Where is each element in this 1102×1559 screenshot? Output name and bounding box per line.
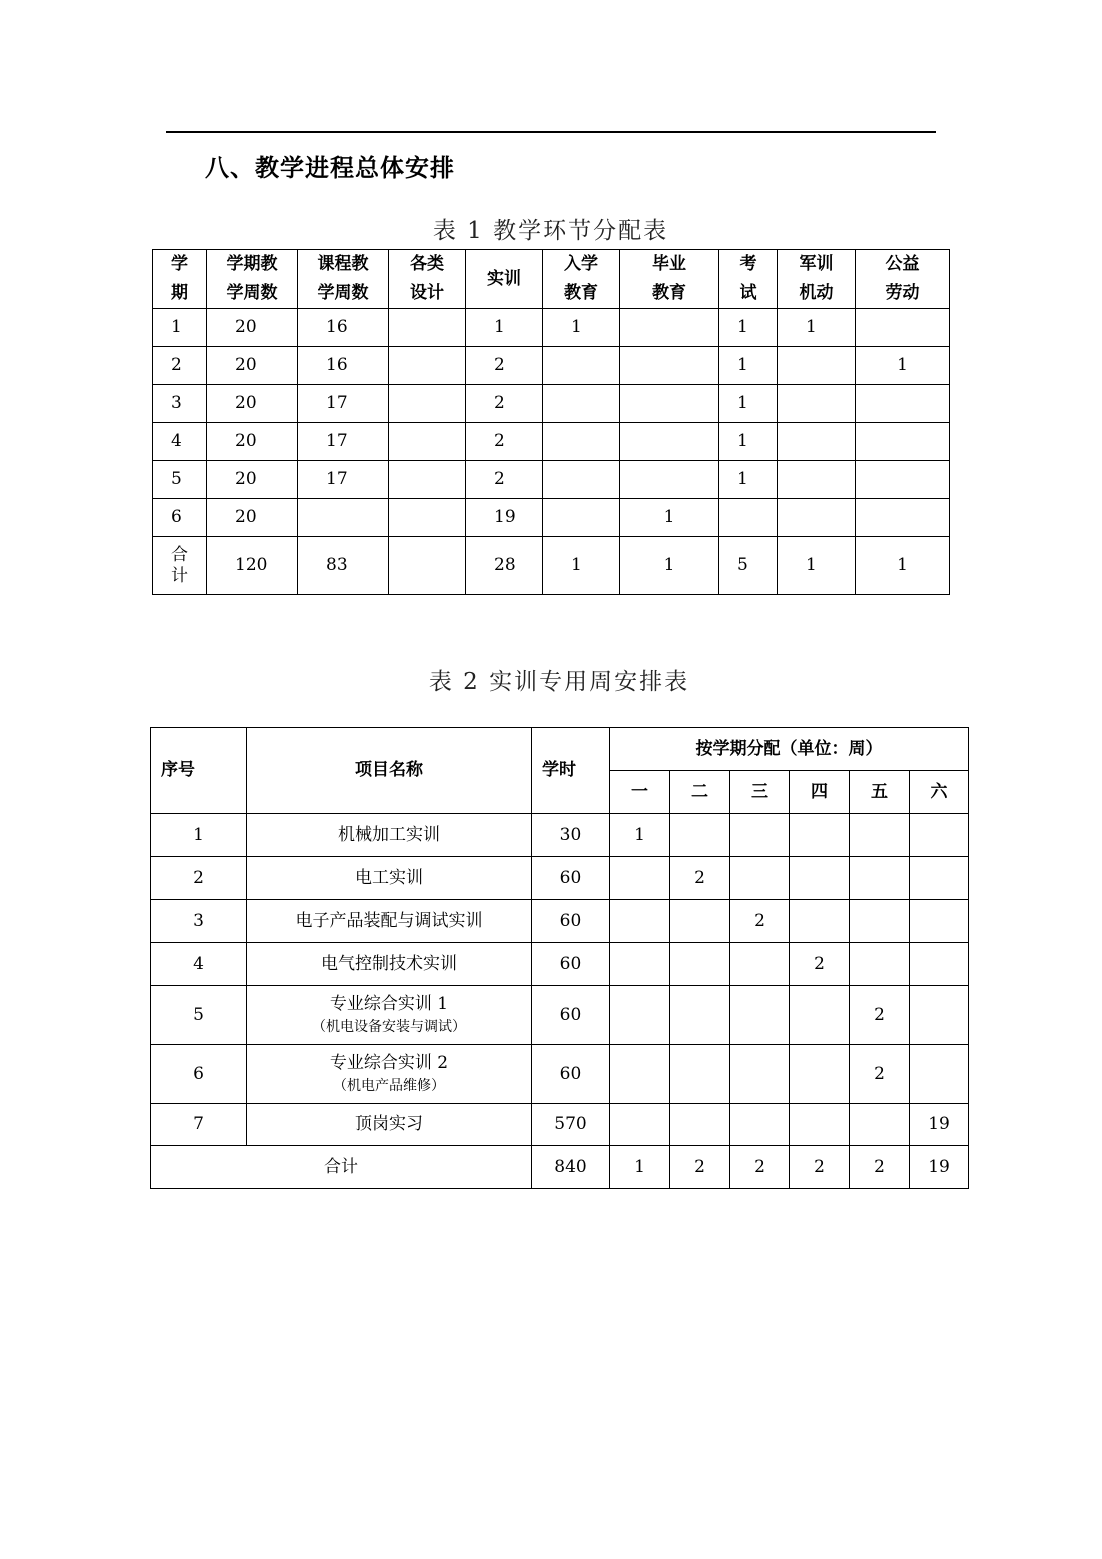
table-cell	[543, 423, 620, 461]
table-cell: 60	[532, 986, 610, 1045]
table1-total-row	[153, 537, 950, 595]
table-cell: 2	[151, 857, 247, 900]
table-cell: 1	[719, 423, 778, 461]
table-cell	[850, 814, 910, 857]
table-cell	[670, 1104, 730, 1146]
table-cell: 1	[719, 385, 778, 423]
table1-header-cell: 实训	[466, 250, 543, 309]
table-cell: 20	[207, 309, 298, 347]
table-cell: 5	[153, 461, 207, 499]
project-name-cell: 专业综合实训 2 （机电产品维修）	[247, 1045, 532, 1104]
table-cell	[778, 347, 856, 385]
table-cell: 120	[207, 537, 298, 595]
table-cell: 30	[532, 814, 610, 857]
table1-header-cell: 学 期	[153, 250, 207, 309]
table-cell: 20	[207, 385, 298, 423]
table-cell: 1	[543, 537, 620, 595]
table-cell	[730, 814, 790, 857]
project-name-cell: 专业综合实训 1 （机电设备安装与调试）	[247, 986, 532, 1045]
table-row	[151, 1104, 969, 1146]
term-header: 一	[610, 771, 670, 814]
table-cell: 1	[856, 537, 950, 595]
table-cell	[389, 423, 466, 461]
table-cell	[910, 943, 969, 986]
project-name-cell: 电气控制技术实训	[247, 943, 532, 986]
table1-header-cell: 考 试	[719, 250, 778, 309]
table-cell: 6	[151, 1045, 247, 1104]
table-cell	[730, 943, 790, 986]
table2-total-label: 合计	[151, 1146, 532, 1189]
table-row	[151, 814, 969, 857]
table-cell: 840	[532, 1146, 610, 1189]
table-cell: 1	[610, 814, 670, 857]
table-cell	[730, 1104, 790, 1146]
table-cell: 1	[610, 1146, 670, 1189]
table-cell	[790, 1104, 850, 1146]
table-cell: 1	[151, 814, 247, 857]
table-cell	[850, 857, 910, 900]
table-cell: 2	[850, 1146, 910, 1189]
table-cell	[850, 943, 910, 986]
table-cell: 2	[670, 1146, 730, 1189]
table1-header-row	[153, 250, 950, 309]
table-cell	[543, 461, 620, 499]
table-cell: 60	[532, 943, 610, 986]
table2-header-hours: 学时	[532, 728, 610, 814]
table-cell: 2	[790, 1146, 850, 1189]
table-cell	[778, 385, 856, 423]
table-cell: 83	[298, 537, 389, 595]
table-cell: 17	[298, 461, 389, 499]
term-header: 四	[790, 771, 850, 814]
table-cell	[389, 499, 466, 537]
project-name-cell: 电工实训	[247, 857, 532, 900]
table-cell	[856, 423, 950, 461]
table-cell	[620, 423, 719, 461]
project-name-cell: 电子产品装配与调试实训	[247, 900, 532, 943]
table-cell: 2	[466, 385, 543, 423]
table-cell	[790, 900, 850, 943]
table-cell: 60	[532, 1045, 610, 1104]
table-cell	[790, 986, 850, 1045]
table-cell	[389, 385, 466, 423]
table-cell	[670, 943, 730, 986]
table-cell	[856, 309, 950, 347]
table-cell: 2	[730, 1146, 790, 1189]
table-row	[153, 461, 950, 499]
term-header: 六	[910, 771, 969, 814]
table-cell	[543, 385, 620, 423]
table2-header-row	[151, 728, 969, 771]
table-cell	[298, 499, 389, 537]
table-cell	[778, 461, 856, 499]
table-cell	[790, 1045, 850, 1104]
term-header: 三	[730, 771, 790, 814]
table1-caption: 表 1 教学环节分配表	[432, 218, 669, 244]
table-cell	[778, 499, 856, 537]
term-header: 二	[670, 771, 730, 814]
project-name-cell: 机械加工实训	[247, 814, 532, 857]
table-cell: 60	[532, 900, 610, 943]
table-cell	[856, 461, 950, 499]
table-cell: 1	[466, 309, 543, 347]
table-cell: 16	[298, 347, 389, 385]
table-row	[151, 1045, 969, 1104]
table-cell: 1	[856, 347, 950, 385]
table-cell: 20	[207, 347, 298, 385]
project-name-cell: 顶岗实习	[247, 1104, 532, 1146]
table-cell	[850, 1104, 910, 1146]
term-header: 五	[850, 771, 910, 814]
table-cell: 20	[207, 499, 298, 537]
table-cell	[620, 309, 719, 347]
table-cell	[790, 814, 850, 857]
table-cell	[910, 857, 969, 900]
table-row	[151, 986, 969, 1045]
table-cell: 19	[466, 499, 543, 537]
table1-total-label: 合 计	[153, 537, 207, 595]
table-cell: 1	[778, 537, 856, 595]
table-cell: 1	[153, 309, 207, 347]
table2-header-name: 项目名称	[247, 728, 532, 814]
table-cell	[620, 347, 719, 385]
table1-header-cell: 各类 设计	[389, 250, 466, 309]
table1-header-cell: 入学 教育	[543, 250, 620, 309]
table-cell	[856, 385, 950, 423]
section-heading: 八、教学进程总体安排	[205, 154, 455, 182]
table-cell: 3	[153, 385, 207, 423]
table-cell	[610, 986, 670, 1045]
table-cell	[730, 857, 790, 900]
table-cell	[389, 537, 466, 595]
table-cell: 4	[153, 423, 207, 461]
table-cell: 1	[543, 309, 620, 347]
table-cell	[910, 986, 969, 1045]
table-cell: 7	[151, 1104, 247, 1146]
table-cell	[670, 986, 730, 1045]
table-cell	[730, 986, 790, 1045]
table-cell	[670, 1045, 730, 1104]
table-cell: 19	[910, 1146, 969, 1189]
table-cell: 2	[850, 1045, 910, 1104]
table-cell: 5	[151, 986, 247, 1045]
table-cell: 570	[532, 1104, 610, 1146]
table-row	[153, 385, 950, 423]
table-cell	[620, 461, 719, 499]
table-cell	[910, 900, 969, 943]
table-cell: 2	[790, 943, 850, 986]
table-cell	[790, 857, 850, 900]
table-cell	[778, 423, 856, 461]
table2-total-row	[151, 1146, 969, 1189]
table-cell: 16	[298, 309, 389, 347]
table-cell	[850, 900, 910, 943]
table1-header-cell: 课程教 学周数	[298, 250, 389, 309]
table-cell	[389, 309, 466, 347]
table-cell: 1	[620, 499, 719, 537]
table-cell: 3	[151, 900, 247, 943]
table-cell: 1	[719, 347, 778, 385]
table2-header-index: 序号	[151, 728, 247, 814]
table-cell: 60	[532, 857, 610, 900]
table-cell: 2	[730, 900, 790, 943]
table1-header-cell: 毕业 教育	[620, 250, 719, 309]
table-cell	[543, 499, 620, 537]
table-cell: 2	[466, 423, 543, 461]
table-cell	[910, 1045, 969, 1104]
table-cell: 17	[298, 385, 389, 423]
table-cell: 28	[466, 537, 543, 595]
table-cell: 1	[719, 309, 778, 347]
table-cell: 19	[910, 1104, 969, 1146]
table-cell	[670, 900, 730, 943]
table-row	[153, 423, 950, 461]
table-row	[151, 900, 969, 943]
table-cell	[730, 1045, 790, 1104]
table-row	[153, 309, 950, 347]
training-weeks-table	[150, 727, 969, 1189]
table-cell: 2	[153, 347, 207, 385]
table-cell	[610, 1104, 670, 1146]
table-cell	[389, 347, 466, 385]
table-row	[151, 943, 969, 986]
table-cell: 2	[466, 347, 543, 385]
table-cell	[620, 385, 719, 423]
table-cell	[543, 347, 620, 385]
table-cell	[910, 814, 969, 857]
table-cell	[670, 814, 730, 857]
table-cell: 1	[620, 537, 719, 595]
table-row	[153, 499, 950, 537]
table-cell: 17	[298, 423, 389, 461]
table-cell: 5	[719, 537, 778, 595]
table-cell	[610, 857, 670, 900]
table2-caption: 表 2 实训专用周安排表	[428, 669, 690, 695]
table1-header-cell: 军训 机动	[778, 250, 856, 309]
table-cell: 6	[153, 499, 207, 537]
teaching-allocation-table	[152, 249, 950, 595]
table-cell: 2	[466, 461, 543, 499]
header-rule	[166, 131, 936, 133]
table-cell	[610, 900, 670, 943]
table-cell: 2	[670, 857, 730, 900]
table-cell: 1	[719, 461, 778, 499]
table-row	[153, 347, 950, 385]
table1-header-cell: 公益 劳动	[856, 250, 950, 309]
table-cell	[856, 499, 950, 537]
table1-header-cell: 学期教 学周数	[207, 250, 298, 309]
table-cell	[610, 1045, 670, 1104]
table-row	[151, 857, 969, 900]
table-cell: 4	[151, 943, 247, 986]
table2-header-distribution: 按学期分配（单位：周）	[610, 728, 969, 771]
table-cell	[610, 943, 670, 986]
table-cell: 2	[850, 986, 910, 1045]
table-cell: 20	[207, 461, 298, 499]
table-cell: 20	[207, 423, 298, 461]
table-cell: 1	[778, 309, 856, 347]
table-cell	[719, 499, 778, 537]
table-cell	[389, 461, 466, 499]
